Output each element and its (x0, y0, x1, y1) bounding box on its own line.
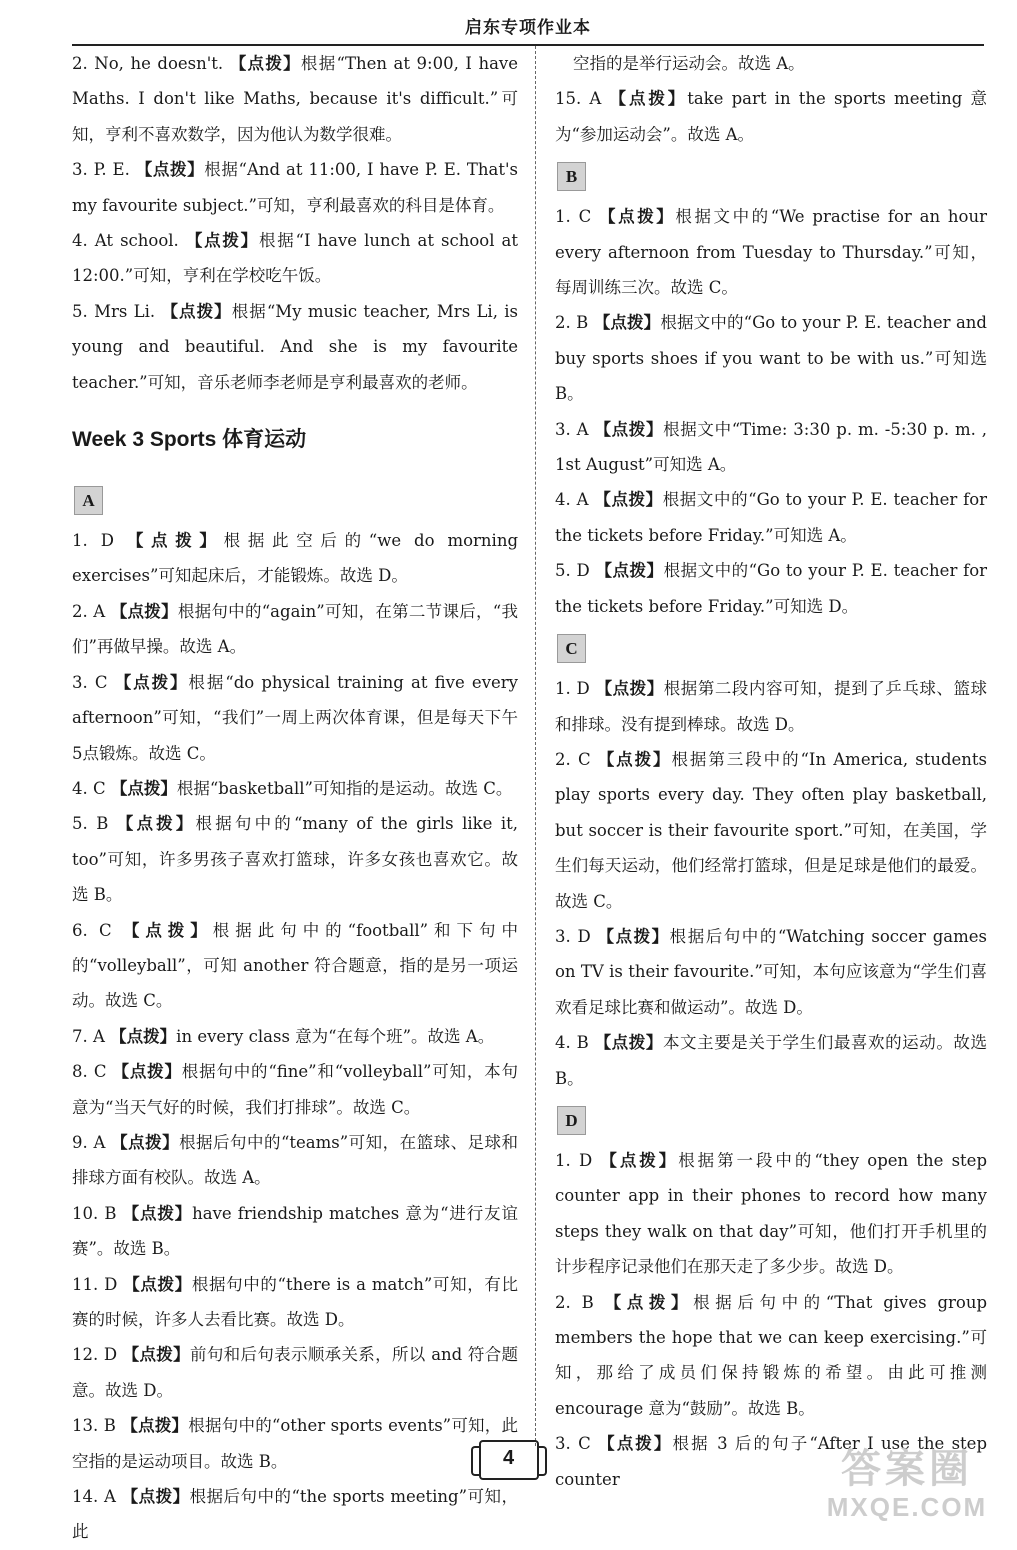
left-column (72, 46, 518, 1550)
answer-number: 6. (72, 920, 88, 940)
answer-key: A (93, 1132, 106, 1152)
answer-number: 1. (72, 531, 88, 551)
answer-item (72, 771, 518, 806)
week-title: Week 3 Sports 体育运动 (72, 428, 307, 452)
hint-tag: 【点拨】 (604, 1292, 694, 1312)
answer-key: D (576, 679, 590, 699)
explanation-text: 根据“basketball”可知指的是运动。故选 C。 (176, 778, 513, 798)
explanation-text: 根据句中的“other sports events”可知，此空指的是运动项目。故选 B。 (72, 1416, 519, 1471)
answer-item (72, 1125, 518, 1196)
hint-tag: 【点拨】 (112, 1062, 182, 1082)
explanation-text: 根据第二段内容可知，提到了乒乓球、篮球和排球。没有提到棒球。故选 D。 (555, 679, 988, 734)
hint-tag: 【点拨】 (597, 926, 670, 946)
answer-item (72, 1267, 518, 1338)
answer-item (555, 919, 987, 1025)
explanation-text: 根据后句中的“teams”可知，在篮球、足球和排球方面有校队。故选 A。 (72, 1132, 519, 1188)
answer-item (555, 305, 987, 411)
watermark-bottom: MXQE.COM (826, 1492, 988, 1522)
answer-item (72, 665, 518, 771)
explanation-text: 根据此空后的“we do morning exercises”可知起床后，才能锻炼。故选 D。 (72, 531, 519, 586)
hint-tag: 【点拨】 (114, 672, 189, 692)
answer-number: 3. (72, 160, 88, 180)
hint-tag: 【点拨】 (110, 601, 178, 621)
answer-number: 5. (72, 301, 88, 321)
hint-tag: 【点拨】 (161, 301, 232, 321)
explanation-text: 根据句中的“many of the girls like it, too”可知，许多男孩子喜欢打篮球，许多女孩也喜欢它。故选 B。 (72, 814, 518, 905)
hint-tag: 【点拨】 (598, 1434, 673, 1454)
answer-item (555, 553, 987, 624)
answer-key: D (576, 561, 590, 581)
answer-number: 4. (555, 490, 571, 510)
answer-item (555, 412, 987, 483)
explanation-text: in every class 意为“在每个班”。故选 A。 (176, 1026, 495, 1046)
answer-item (72, 1479, 518, 1550)
section-a-items (72, 523, 518, 1550)
answer-key: D (100, 531, 114, 551)
explanation-text: 根据第三段中的“In America, students play sports every day. They often play basketball, but soccer is their favourite sport.”可知，在美国，学生们每天运动，他们经常打篮球，但是足球是他们的最爱。故选 C。 (555, 749, 988, 911)
right-column (555, 46, 987, 1497)
answer-number: 3. (555, 926, 571, 946)
answer-key: A (576, 419, 589, 439)
explanation-text: 根据句中的“fine”和“volleyball”可知，本句意为“当天气好的时候，我们打排球”。故选 C。 (72, 1062, 518, 1117)
answer-number: 5. (72, 814, 88, 834)
answer-number: 2. (72, 54, 88, 73)
answer-key: D (103, 1345, 118, 1365)
answer-key: A (103, 1487, 116, 1507)
hint-tag: 【点拨】 (597, 749, 672, 769)
answer-key: Mrs Li. (94, 301, 156, 321)
answer-number: 7. (72, 1026, 88, 1046)
explanation-text: 根据句中的“again”可知，在第二节课后，“我们”再做早操。故选 A。 (72, 601, 519, 657)
answer-item (555, 482, 987, 553)
answer-item (72, 46, 518, 152)
section-label-c: C (557, 634, 586, 663)
answer-key: B (103, 1416, 116, 1436)
answer-item (72, 1337, 518, 1408)
answer-number: 2. (555, 313, 571, 333)
hint-tag: 【点拨】 (594, 1033, 663, 1053)
explanation-text: 根据后句中的“the sports meeting”可知，此 (72, 1487, 518, 1542)
answer-number: 1. (555, 207, 571, 227)
explanation-text: 根据后句中的“Watching soccer games on TV is their favourite.”可知，本句应该意为“学生们喜欢看足球比赛和做运动”。故选 D。 (555, 926, 987, 1017)
hint-tag: 【点拨】 (600, 1150, 679, 1170)
answer-number: 4. (72, 231, 88, 251)
answer-item (555, 199, 987, 305)
answer-number: 5. (555, 561, 571, 581)
answer-item (72, 1196, 518, 1267)
answer-key: C (578, 207, 592, 227)
answer-number: 2. (555, 749, 571, 769)
hint-tag: 【点拨】 (116, 814, 196, 834)
answer-number: 13. (72, 1416, 99, 1436)
answer-number: 4. (72, 778, 88, 798)
answer-item (72, 294, 518, 400)
hint-tag: 【点拨】 (599, 207, 676, 227)
answer-item (555, 671, 987, 742)
answer-key: A (93, 1026, 105, 1046)
explanation-text: 根据 3 后的句子“After I use the step counter (555, 1434, 988, 1489)
answer-number: 12. (72, 1345, 99, 1365)
explanation-text: 根据此句中的“football”和下句中的“volleyball”，可知 another 符合题意，指的是另一项运动。故选 C。 (72, 920, 518, 1011)
answer-key: No, he doesn't. (94, 54, 224, 73)
answer-item (72, 523, 518, 594)
item-15 (555, 81, 987, 152)
hint-tag: 【点拨】 (594, 419, 664, 439)
answer-item (555, 1025, 987, 1096)
answer-item (72, 594, 518, 665)
answer-key: B (104, 1203, 117, 1223)
hint-tag: 【点拨】 (122, 920, 213, 940)
explanation-text: 根据文中“Time: 3:30 p. m. -5:30 p. m. , 1st August”可知选 A。 (555, 419, 988, 475)
answer-continuation: 空指的是举行运动会。故选 A。 (573, 54, 805, 73)
hint-tag: 【点拨】 (594, 490, 663, 510)
left-top-items (72, 46, 518, 400)
answer-number: 11. (72, 1274, 99, 1294)
answer-key: B (576, 313, 589, 333)
answer-item (555, 81, 987, 152)
explanation-text: 前句和后句表示顺承关系，所以 and 符合题意。故选 D。 (72, 1345, 518, 1400)
hint-tag: 【点拨】 (609, 89, 688, 109)
explanation-text: 根据文中的“Go to your P. E. teacher for the tickets before Friday.”可知选 A。 (555, 490, 988, 545)
hint-tag: 【点拨】 (122, 1203, 193, 1223)
hint-tag: 【点拨】 (595, 679, 664, 699)
answer-key: C (93, 1062, 107, 1082)
explanation-text: 根据“Then at 9:00, I have Maths. I don't like Maths, because it's difficult.”可知，亨利不喜欢数学，因为他认为数学很难。 (72, 54, 518, 144)
hint-tag: 【点拨】 (121, 1487, 190, 1507)
hint-tag: 【点拨】 (229, 54, 301, 73)
answer-key: A (576, 490, 589, 510)
hint-tag: 【点拨】 (121, 1416, 189, 1436)
header-title: 启东专项作业本 (465, 18, 591, 38)
explanation-text: 根据文中的“Go to your P. E. teacher for the tickets before Friday.”可知选 D。 (555, 561, 988, 616)
answer-number: 9. (72, 1132, 88, 1152)
answer-key: C (98, 920, 112, 940)
answer-number: 3. (72, 672, 88, 692)
answer-key: C (577, 749, 591, 769)
answer-item (555, 1285, 987, 1427)
section-c-items (555, 671, 987, 1096)
answer-number: 1. (555, 1150, 571, 1170)
answer-key: C (93, 778, 106, 798)
explanation-text: 根据“My music teacher, Mrs Li, is young and beautiful. And she is my favourite teacher.”可知，音乐老师李老师是亨利最喜欢的老师。 (72, 301, 519, 392)
answer-item (555, 1143, 987, 1285)
explanation-text: 根据“do physical training at five every afternoon”可知，“我们”一周上两次体育课，但是每天下午5点锻炼。故选 C。 (72, 672, 518, 763)
answer-key: C (94, 672, 108, 692)
explanation-text: 本文主要是关于学生们最喜欢的运动。故选 B。 (555, 1033, 988, 1088)
hint-tag: 【点拨】 (110, 778, 177, 798)
hint-tag: 【点拨】 (135, 160, 205, 180)
answer-number: 10. (72, 1203, 99, 1223)
explanation-text: 根据后句中的“That gives group members the hope that we can keep exercising.”可知，那给了成员们保持锻炼的希望。由此可推测 encourage 意为“鼓励”。故选 B。 (555, 1292, 988, 1418)
answer-key: P. E. (93, 160, 130, 180)
page-number: 4 (479, 1440, 539, 1480)
answer-key: B (96, 814, 109, 834)
answer-key: D (577, 926, 591, 946)
hint-tag: 【点拨】 (123, 1274, 192, 1294)
hint-tag: 【点拨】 (595, 561, 664, 581)
answer-number: 2. (555, 1292, 571, 1312)
section-b-items (555, 199, 987, 624)
answer-key: B (581, 1292, 594, 1312)
column-divider (535, 46, 536, 1446)
answer-number: 3. (555, 419, 571, 439)
answer-number: 4. (555, 1033, 571, 1053)
explanation-text: have friendship matches 意为“进行友谊赛”。故选 B。 (72, 1203, 519, 1259)
answer-item (72, 1019, 518, 1054)
answer-item (72, 913, 518, 1019)
answer-item (555, 742, 987, 919)
page-header (72, 12, 984, 46)
section-label-a: A (74, 486, 103, 515)
answer-key: At school. (94, 231, 179, 251)
answer-key: B (576, 1033, 589, 1053)
explanation-text: 根据“And at 11:00, I have P. E. That's my favourite subject.”可知，亨利最喜欢的科目是体育。 (72, 160, 519, 215)
answer-number: 14. (72, 1487, 99, 1507)
hint-tag: 【点拨】 (185, 231, 259, 251)
answer-item (72, 806, 518, 912)
answer-item (72, 1054, 518, 1125)
answer-number: 3. (555, 1434, 571, 1454)
answer-key: D (104, 1274, 118, 1294)
section-label-b: B (557, 162, 586, 191)
hint-tag: 【点拨】 (126, 531, 224, 551)
explanation-text: 根据第一段中的“they open the step counter app in their phones to record how many steps they walk on that day”可知，他们打开手机里的计步程序记录他们在那天走了多少步。故选 D。 (555, 1150, 988, 1277)
answer-key: C (578, 1434, 591, 1454)
hint-tag: 【点拨】 (110, 1026, 177, 1046)
hint-tag: 【点拨】 (122, 1345, 190, 1365)
answer-number: 1. (555, 679, 571, 699)
answer-number: 8. (72, 1062, 88, 1082)
explanation-text: 根据文中的“Go to your P. E. teacher and buy sports shoes if you want to be with us.”可知选 B。 (555, 313, 987, 404)
watermark-logo (807, 1446, 1007, 1530)
explanation-text: take part in the sports meeting 意为“参加运动会”。故选 A。 (555, 89, 987, 144)
answer-key: D (578, 1150, 593, 1170)
watermark-top: 答案圈 (841, 1447, 973, 1491)
answer-number: 2. (72, 601, 88, 621)
hint-tag: 【点拨】 (593, 313, 661, 333)
explanation-text: 根据句中的“there is a match”可知，有比赛的时候，许多人去看比赛。故选 D。 (72, 1274, 518, 1329)
hint-tag: 【点拨】 (111, 1132, 180, 1152)
explanation-text: 根据“I have lunch at school at 12:00.”可知，亨利在学校吃午饭。 (72, 231, 518, 286)
answer-item (72, 223, 518, 294)
section-label-d: D (557, 1106, 586, 1135)
explanation-text: 根据文中的“We practise for an hour every afternoon from Tuesday to Thursday.”可知，每周训练三次。故选 C。 (555, 207, 987, 298)
answer-item (72, 152, 518, 223)
answer-key: A (589, 89, 602, 109)
answer-number: 15. (555, 89, 582, 109)
answer-key: A (93, 601, 106, 621)
